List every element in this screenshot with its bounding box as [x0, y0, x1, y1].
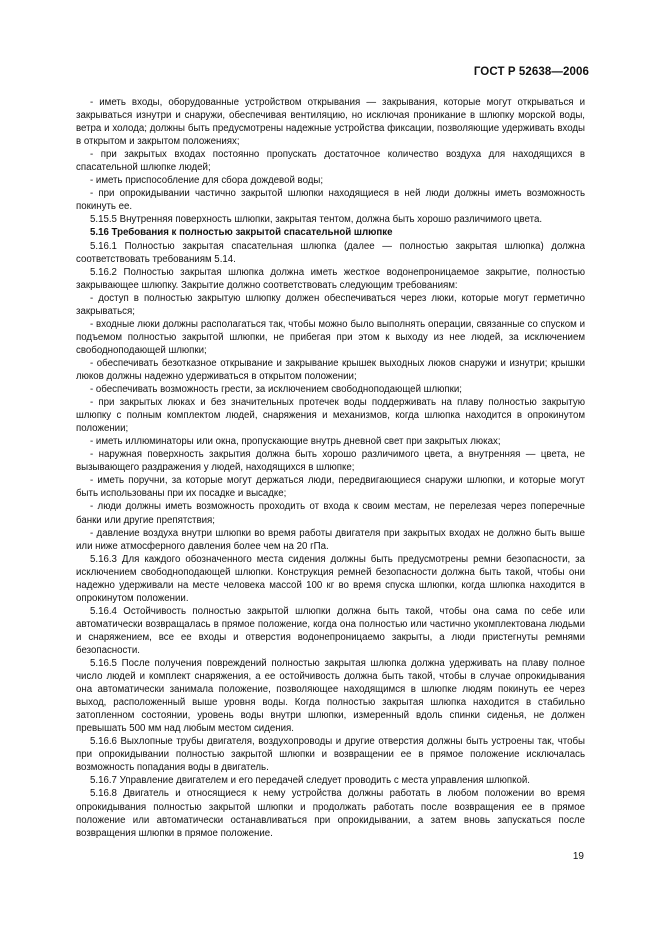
- section-heading-5-16: 5.16 Требования к полностью закрытой спасательной шлюпке: [90, 227, 393, 239]
- document-code: ГОСТ Р 52638—2006: [473, 66, 589, 78]
- list-item-colors: - наружная поверхность закрытия должна быть хорошо различимого цвета, а внутренняя — цвета, не вызывающего раздражения у людей, находящихся в шлюпке;: [76, 449, 585, 474]
- list-item-buoyancy: - при закрытых люках и без значительных протечек воды поддерживать на плаву полностью закрытую шлюпку с полным комплектом людей, снаряжения и механизмов, когда шлюпка находится в опрокинутом положении;: [76, 397, 585, 435]
- paragraph-5-16-6: 5.16.6 Выхлопные трубы двигателя, воздухопроводы и другие отверстия должны быть устроены так, чтобы при опрокидывании полностью закрытой шлюпки и возвращении ее в прямое положение исключалась возможность попадания воды в двигатель.: [76, 736, 585, 774]
- list-item-windows: - иметь иллюминаторы или окна, пропускающие внутрь дневной свет при закрытых люках;: [90, 436, 501, 448]
- paragraph-5-16-5: 5.16.5 После получения повреждений полностью закрытая шлюпка должна удерживать на плаву полное число людей и комплект снаряжения, а ее остойчивость должна быть такой, чтобы в случае опрокидывания она автоматически занимала положение, позволяющее находящимся в шлюпке людям покинуть ее через выход, расположенный выше уровня воды. Когда полностью закрытая шлюпка находится в стабильно затопленном состоянии, уровень воды внутри шлюпки, измеренный вдоль спинки сиденья, не должен превышать 500 мм над любым местом сидения.: [76, 658, 585, 735]
- list-item-hatch-location: - входные люки должны располагаться так, чтобы можно было выполнять операции, связанные со спуском и подъемом полностью закрытой шлюпки, не прибегая при этом к выходу из нее людей, за исключением свободноподающей шлюпки;: [76, 318, 585, 356]
- list-item-passage: - люди должны иметь возможность проходить от входа к своим местам, не перелезая через поперечные банки или другие препятствия;: [76, 501, 585, 526]
- list-item-handrails: - иметь поручни, за которые могут держаться люди, передвигающиеся снаружи шлюпки, и которые могут быть использованы при их посадке и высадке;: [76, 475, 585, 500]
- paragraph-5-16-8: 5.16.8 Двигатель и относящиеся к нему устройства должны работать в любом положении во время опрокидывания полностью закрытой шлюпки и продолжать работать после возвращения ее в прямое положение или автоматически останавливаться при опрокидывании, а затем вновь запускаться после возвращения шлюпки в прямое положение.: [76, 788, 585, 839]
- paragraph-5-16-1: 5.16.1 Полностью закрытая спасательная шлюпка (далее — полностью закрытая шлюпка) должна соответствовать требованиям 5.14.: [76, 240, 585, 265]
- paragraph-rainwater: - иметь приспособление для сбора дождевой воды;: [90, 175, 324, 187]
- paragraph-5-16-4: 5.16.4 Остойчивость полностью закрытой шлюпки должна быть такой, чтобы она сама по себе или автоматически возвращалась в прямое положение, когда она полностью или частично укомплектована людьми и снаряжением, все ее входы и отверстия водонепроницаемо закрыты, а люди пристегнуты ремнями безопасности.: [76, 605, 585, 656]
- paragraph-5-15-5: 5.15.5 Внутренняя поверхность шлюпки, закрытая тентом, должна быть хорошо различимого цвета.: [90, 214, 543, 226]
- paragraph-entrances: - иметь входы, оборудованные устройством открывания — закрывания, которые могут открываться и закрываться изнутри и снаружи, обеспечивая вентиляцию, но исключая проникание в шлюпку морской воды, ветра и холода; должны быть предусмотрены надежные устройства фиксации, позволяющие удерживать входы в открытом и закрытом положениях;: [76, 97, 585, 148]
- paragraph-5-16-7: 5.16.7 Управление двигателем и его передачей следует проводить с места управления шлюпкой.: [90, 775, 530, 787]
- paragraph-5-16-2: 5.16.2 Полностью закрытая шлюпка должна иметь жесткое водонепроницаемое закрытие, полностью закрывающее шлюпку. Закрытие должно соответствовать следующим требованиям:: [76, 266, 585, 291]
- document-body: [76, 96, 585, 840]
- paragraph-5-16-3: 5.16.3 Для каждого обозначенного места сидения должны быть предусмотрены ремни безопасности, за исключением свободноподающей шлюпки. Конструкция ремней безопасности должна быть такой, чтобы они надежно удерживали на месте человека массой 100 кг во время спуска шлюпки, когда шлюпка находится в опрокинутом положении.: [76, 553, 585, 604]
- list-item-rowing: - обеспечивать возможность грести, за исключением свободноподающей шлюпки;: [90, 384, 462, 396]
- page-number: 19: [572, 851, 584, 862]
- list-item-air-pressure: - давление воздуха внутри шлюпки во время работы двигателя при закрытых входах не должно быть выше или ниже атмосферного давления более чем на 20 гПа.: [76, 527, 585, 552]
- list-item-hatch-covers: - обеспечивать безотказное открывание и закрывание крышек выходных люков снаружи и изнутри; крышки люков должны надежно удерживаться в открытом положении;: [76, 357, 585, 382]
- paragraph-capsize-exit: - при опрокидывании частично закрытой шлюпки находящиеся в ней люди должны иметь возможность покинуть ее.: [76, 188, 585, 213]
- list-item-hatches: - доступ в полностью закрытую шлюпку должен обеспечиваться через люки, которые могут герметично закрываться;: [76, 292, 585, 317]
- paragraph-air-supply: - при закрытых входах постоянно пропускать достаточное количество воздуха для находящихся в спасательной шлюпке людей;: [76, 149, 585, 174]
